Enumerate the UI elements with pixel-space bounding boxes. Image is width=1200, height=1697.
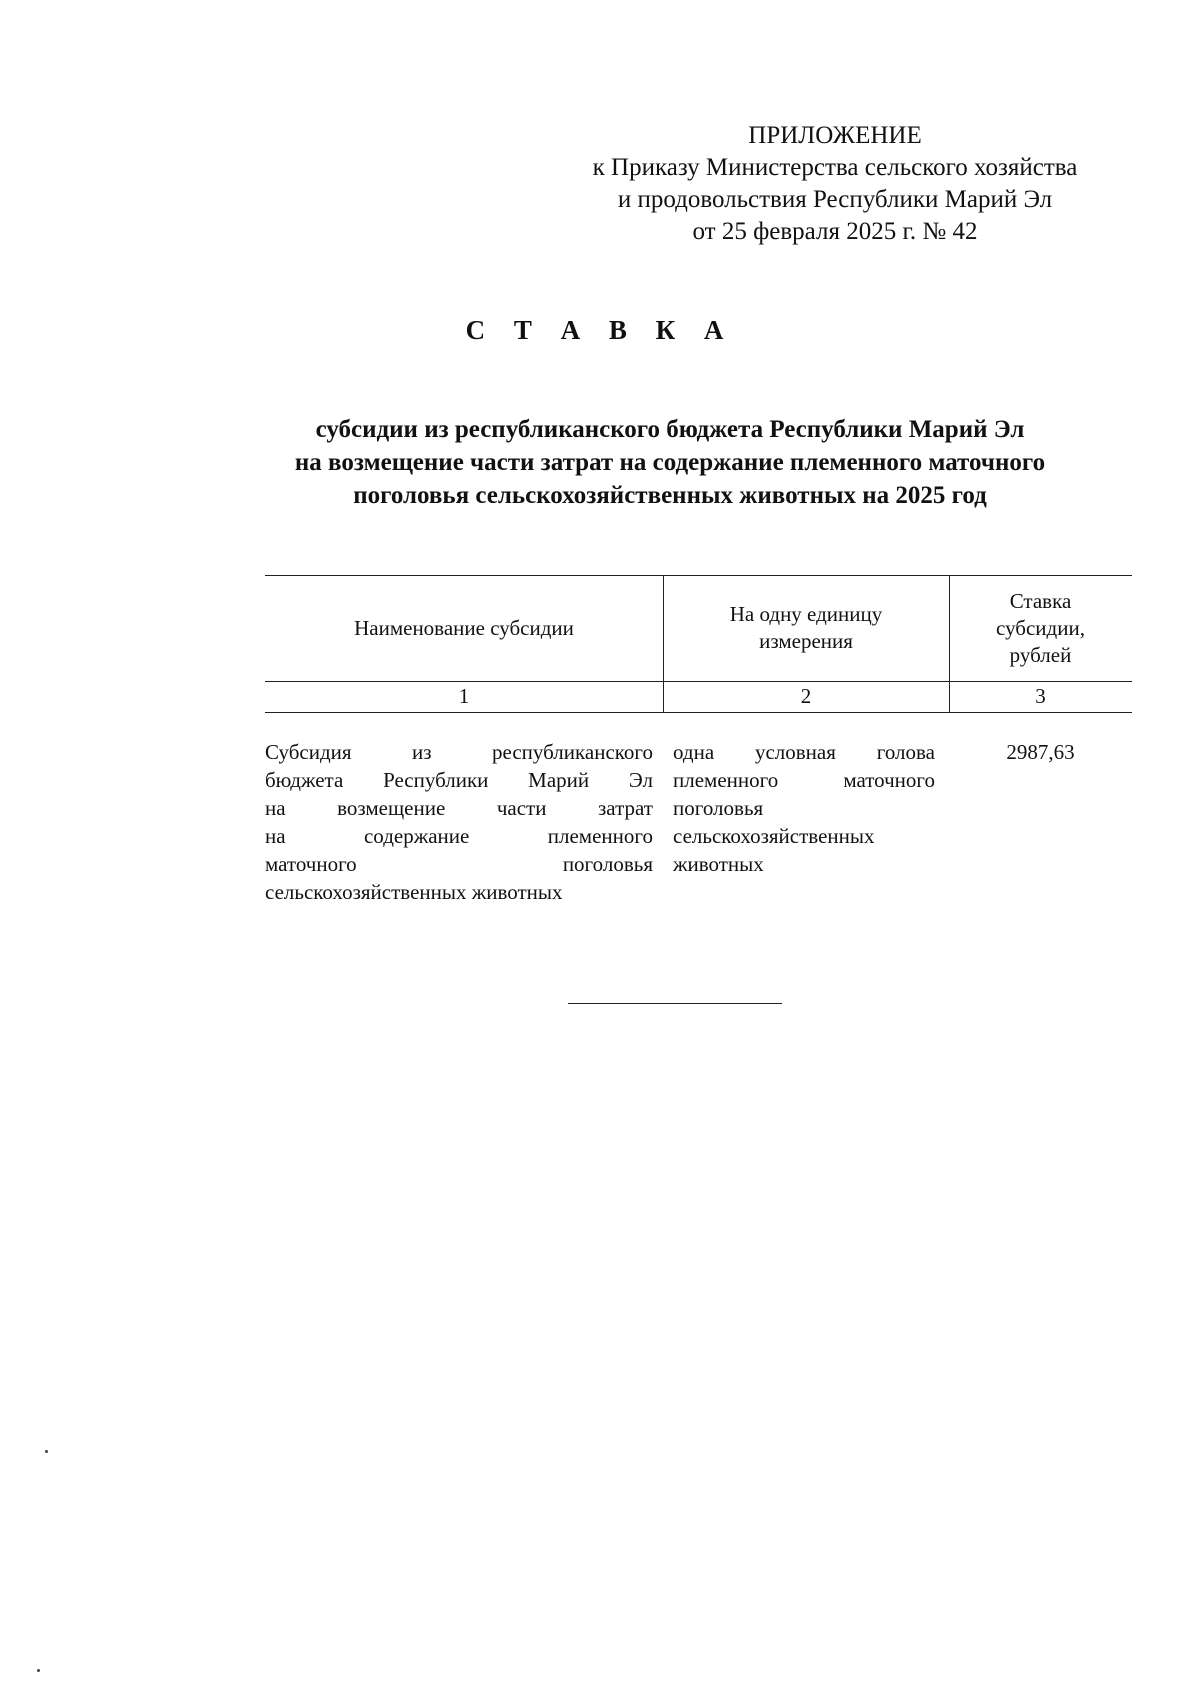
column-number-3: 3: [1035, 684, 1046, 708]
row-subsidy-name-word: племенного: [547, 824, 653, 848]
header-unit-line-1: На одну единицу: [729, 602, 883, 626]
row-rate: 2987,63: [1006, 740, 1075, 764]
row-subsidy-name-line-5: [265, 850, 653, 878]
row-subsidy-name-word: Марий: [528, 768, 590, 792]
header-rate: [949, 575, 1132, 681]
row-unit-word: голова: [876, 740, 935, 764]
row-unit-line-1: [673, 738, 935, 766]
row-subsidy-name-word: Субсидия: [265, 740, 352, 764]
subsidy-rate-table: [265, 575, 1132, 915]
column-number-2: 2: [800, 684, 812, 708]
row-subsidy-name-word: бюджета: [265, 768, 344, 792]
table-header-border: [265, 681, 1132, 682]
row-unit-word: племенного: [673, 768, 779, 792]
row-subsidy-name-word: возмещение: [337, 796, 446, 820]
header-rate-line-2: субсидии,: [996, 615, 1085, 640]
end-of-document-rule: [568, 1003, 782, 1004]
header-unit: [663, 575, 949, 681]
row-subsidy-name-word: Республики: [383, 768, 489, 792]
row-subsidy-name-word: маточного: [265, 852, 357, 876]
table-numbers-border: [265, 712, 1132, 713]
row-unit-justified-lines: [673, 738, 935, 794]
row-subsidy-name-word: на: [265, 796, 286, 820]
row-subsidy-name-line-4: [265, 822, 653, 850]
header-subsidy-name-text: Наименование субсидии: [354, 615, 574, 640]
row-subsidy-name-word: республиканского: [492, 740, 653, 764]
scan-speck: [37, 1669, 40, 1672]
appendix-order-line-2: и продовольствия Республики Марий Эл: [617, 186, 1053, 213]
header-unit-line-2: измерения: [759, 629, 853, 653]
row-unit-line-2: [673, 766, 935, 794]
row-subsidy-name-line-2: [265, 766, 653, 794]
row-subsidy-name-word: из: [412, 740, 432, 764]
document-subtitle: [230, 413, 1110, 512]
row-subsidy-name-word: поголовья: [562, 852, 653, 876]
header-rate-line-1: Ставка: [1009, 588, 1072, 613]
row-subsidy-name-word: Эл: [628, 768, 653, 792]
appendix-header: [545, 120, 1125, 248]
row-subsidy-name-word: затрат: [598, 796, 653, 820]
row-subsidy-name-word: на: [265, 824, 286, 848]
row-unit-line-3: поголовья: [673, 796, 764, 820]
appendix-title: ПРИЛОЖЕНИЕ: [748, 122, 922, 149]
row-unit-line-4: сельскохозяйственных: [673, 824, 875, 848]
column-number-1: 1: [458, 684, 470, 708]
row-subsidy-name-last-line: сельскохозяйственных животных: [265, 880, 563, 904]
row-unit-word: условная: [754, 740, 836, 764]
document-title: С Т А В К А: [465, 315, 735, 345]
row-unit: [673, 738, 935, 878]
row-unit-word: маточного: [843, 768, 935, 792]
row-subsidy-name-word: части: [496, 796, 547, 820]
row-subsidy-name-line-1: [265, 738, 653, 766]
row-unit-line-5: животных: [673, 852, 764, 876]
subtitle-line-1: субсидии из республиканского бюджета Республики Марий Эл: [315, 416, 1025, 443]
subtitle-line-2: на возмещение части затрат на содержание племенного маточного: [294, 449, 1046, 476]
header-rate-line-3: рублей: [1009, 642, 1072, 667]
row-subsidy-name-lines: [265, 738, 653, 878]
appendix-order-line-1: к Приказу Министерства сельского хозяйства: [592, 154, 1078, 181]
row-subsidy-name-word: содержание: [363, 824, 470, 848]
row-unit-word: одна: [673, 740, 715, 764]
subtitle-line-3: поголовья сельскохозяйственных животных на 2025 год: [353, 482, 987, 509]
scan-speck: [45, 1450, 48, 1453]
header-subsidy-name: [265, 575, 663, 681]
appendix-order-date: от 25 февраля 2025 г. № 42: [692, 218, 978, 245]
row-subsidy-name-line-3: [265, 794, 653, 822]
row-subsidy-name: [265, 738, 653, 906]
